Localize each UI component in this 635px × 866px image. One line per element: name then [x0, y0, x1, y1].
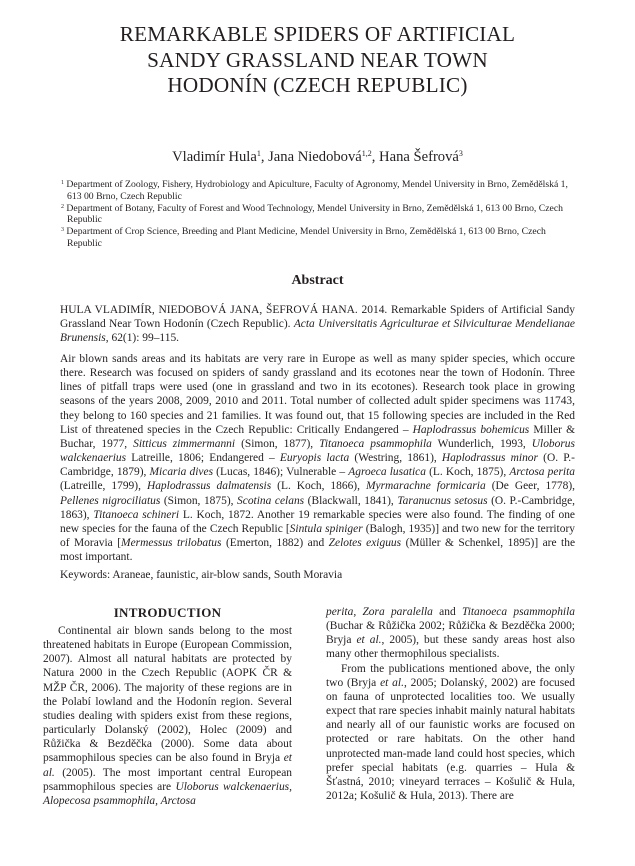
text-run: Wunderlich, 1993,	[431, 437, 532, 450]
text-run: (O. P.-Cambridge, 1863),	[60, 494, 576, 521]
italic-text-run: Sintula spiniger	[289, 522, 363, 535]
affiliation-mark: 3	[61, 227, 64, 234]
italic-text-run: Arctosa perita	[509, 466, 575, 479]
italic-text-run: Pellenes nigrociliatus	[60, 494, 161, 507]
text-run: Miller & Buchar, 1977,	[60, 423, 575, 450]
paper-title	[60, 22, 575, 99]
italic-text-run: Mermessus trilobatus	[121, 537, 222, 550]
text-run: (Latreille, 1799),	[60, 480, 147, 493]
italic-text-run: Sitticus zimmermanni	[133, 437, 236, 450]
author-affiliation-mark: 3	[458, 149, 463, 158]
affiliation-text: Department of Crop Science, Breeding and Plant Medicine, Mendel University in Brno, Zemědělská 1, 613 00 Brno, Czech Republic	[66, 226, 546, 249]
italic-text-run: Acta Universitatis Agriculturae et Silviculturae Mendelianae Brunensis	[60, 318, 575, 345]
text-run: and	[432, 606, 462, 618]
text-run: (Müller & Schenkel, 1895)] are the most important.	[60, 537, 576, 564]
italic-text-run: Zelotes exiguus	[328, 537, 402, 550]
column-right	[326, 605, 575, 803]
text-run: (Buchar & Růžička 2002; Růžička & Bezděčka 2000; Bryja	[326, 620, 575, 647]
affiliation-text: Department of Zoology, Fishery, Hydrobiology and Apiculture, Faculty of Agronomy, Mendel University in Brno, Zemědělská 1, 613 00 Brno, Czech Republic	[66, 179, 568, 202]
column-left	[43, 605, 292, 808]
affiliation-mark: 1	[61, 180, 64, 186]
text-run: (O. P.-Cambridge, 1879),	[60, 452, 575, 479]
introduction-paragraph	[43, 624, 292, 808]
keywords: Keywords: Araneae, faunistic, air-blow sands, South Moravia	[60, 569, 343, 581]
italic-text-run: Scotina celans	[237, 494, 305, 507]
text-run: HULA VLADIMÍR, NIEDOBOVÁ JANA, ŠEFROVÁ HANA. 2014. Remarkable Spiders of Artificial Sandy Grassland Near Town Hodonín (Czech Republic).	[60, 304, 575, 331]
text-run: Latreille, 1806; Endangered –	[126, 452, 280, 465]
affiliation-item	[60, 179, 578, 203]
italic-text-run: Haplodrassus bohemicus	[412, 423, 530, 436]
italic-text-run: et al.	[43, 752, 292, 779]
author-affiliation-mark: 1	[256, 149, 261, 158]
text-run: (L. Koch, 1866),	[271, 480, 366, 493]
text-run: (Lucas, 1846); Vulnerable –	[213, 466, 349, 479]
introduction-heading: INTRODUCTION	[113, 605, 222, 620]
affiliation-item	[60, 226, 578, 250]
italic-text-run: Titanoeca schineri	[93, 508, 180, 521]
text-run: (Balogh, 1935)] and two new for the territory of Moravia [	[60, 522, 575, 550]
italic-text-run: Titanoeca psammophila	[461, 606, 575, 618]
text-run: Air blown sands areas and its habitats are very rare in Europe as well as many spider species, which occure there. Research was focused on spiders of sandy grassland and its ecotones near the town of Hodonín. Three lines of pitfall traps were used (one in grassland and two in its ecotones). Research took place in growing seasons of the years 2008, 2009, 2010 and 2011. Total number of collected adult spider specimens was 11743, they belong to 160 species and 21 families. It was found out, that 15 following species are included in the Red List of threatened species in the Czech Republic: Critically Endangered –	[60, 353, 575, 436]
author-name: Vladimír Hula	[172, 149, 257, 165]
italic-text-run: Micaria dives	[149, 466, 214, 479]
italic-text-run: et al.	[380, 676, 404, 689]
title-line: REMARKABLE SPIDERS OF ARTIFICIAL	[119, 22, 516, 46]
text-run: (2005). The most important central European psammophilous species are	[43, 766, 292, 793]
italic-text-run: Titanoeca psammophila	[319, 437, 432, 450]
italic-text-run: Haplodrassus dalmatensis	[146, 480, 272, 493]
text-run: Continental air blown sands belong to the most threatened habitats in Europe (European Commission, 2007). Almost all natural habitats are protected by Natura 2000 in the Czech Republic (AOPK ČR & MŽP ČR, 2006). The majority of these regions are in the Polabí lowland and the Hodonín region. Several studies dealing with spiders exist from these regions, particularly Dolanský (2002), Holec (2009) and Růžička & Bezděčka (2000). Some data about psammophilous species can be also found in Bryja	[43, 625, 292, 765]
affiliations	[60, 179, 578, 250]
italic-text-run: Haplodrassus minor	[441, 452, 538, 465]
text-run: (Blackwall, 1841),	[304, 494, 398, 507]
author-separator: ,	[260, 149, 269, 165]
affiliation-item	[60, 203, 578, 227]
text-run: , 2005), but these sandy areas host also many other thermophilous specialists.	[326, 634, 575, 661]
author-name: Hana Šefrová	[379, 149, 459, 165]
text-run: L. Koch, 1872. Another 19 remarkable species were also found. The finding of one new species for the fauna of the Czech Republic [	[60, 508, 576, 535]
text-run: From the publications mentioned above, the only two (Bryja	[326, 662, 575, 689]
text-run: (Simon, 1875),	[160, 494, 238, 507]
author-separator: ,	[371, 149, 380, 165]
author-affiliation-mark: 1,2	[361, 149, 372, 158]
italic-text-run: Euryopis lacta	[279, 452, 350, 465]
italic-text-run: et al.	[356, 634, 382, 647]
introduction-paragraph	[326, 662, 575, 804]
text-run: (Westring, 1861),	[349, 452, 442, 465]
text-run: , 62(1): 99–115.	[105, 332, 180, 345]
abstract-body	[60, 352, 575, 564]
italic-text-run: Agroeca lusatica	[348, 466, 426, 479]
author-name: Jana Niedobová	[268, 149, 362, 165]
affiliation-text: Department of Botany, Faculty of Forest and Wood Technology, Mendel University in Brno, Zemědělská 1, 613 00 Brno, Czech Republic	[66, 202, 563, 226]
abstract-heading: Abstract	[291, 273, 344, 288]
italic-text-run: perita, Zora paralella	[326, 606, 433, 618]
text-run: (De Geer, 1778),	[485, 480, 576, 493]
author-list	[40, 148, 595, 166]
text-run: (L. Koch, 1875),	[425, 466, 510, 479]
affiliation-mark: 2	[61, 203, 64, 210]
abstract-citation	[60, 303, 575, 345]
introduction-paragraph-continued	[326, 605, 575, 662]
text-run: , 2005; Dolanský, 2002) are focused on fauna of unprotected localities too. We usually expect that rare species inhabit mainly natural habitats and nearly all of our faunistic works are focused on protected or rare habitats. On the other hand unprotected man-made land could host species, which prefer special habitats (e.g. quarries – Hula & Šťastná, 2010; vineyard terraces – Košulič & Hula, 2012a; Košulič & Hula, 2013). There are	[326, 676, 575, 803]
italic-text-run: Uloborus walckenaerius, Alopecosa psammophila, Arctosa	[43, 780, 292, 807]
title-line: HODONÍN (CZECH REPUBLIC)	[167, 73, 468, 98]
italic-text-run: Taranucnus setosus	[397, 494, 488, 507]
italic-text-run: Myrmarachne formicaria	[365, 480, 486, 493]
title-line: SANDY GRASSLAND NEAR TOWN	[147, 47, 488, 72]
text-run: (Simon, 1877),	[235, 437, 320, 450]
italic-text-run: Uloborus walckenaerius	[60, 437, 575, 465]
text-run: (Emerton, 1882) and	[221, 537, 329, 550]
